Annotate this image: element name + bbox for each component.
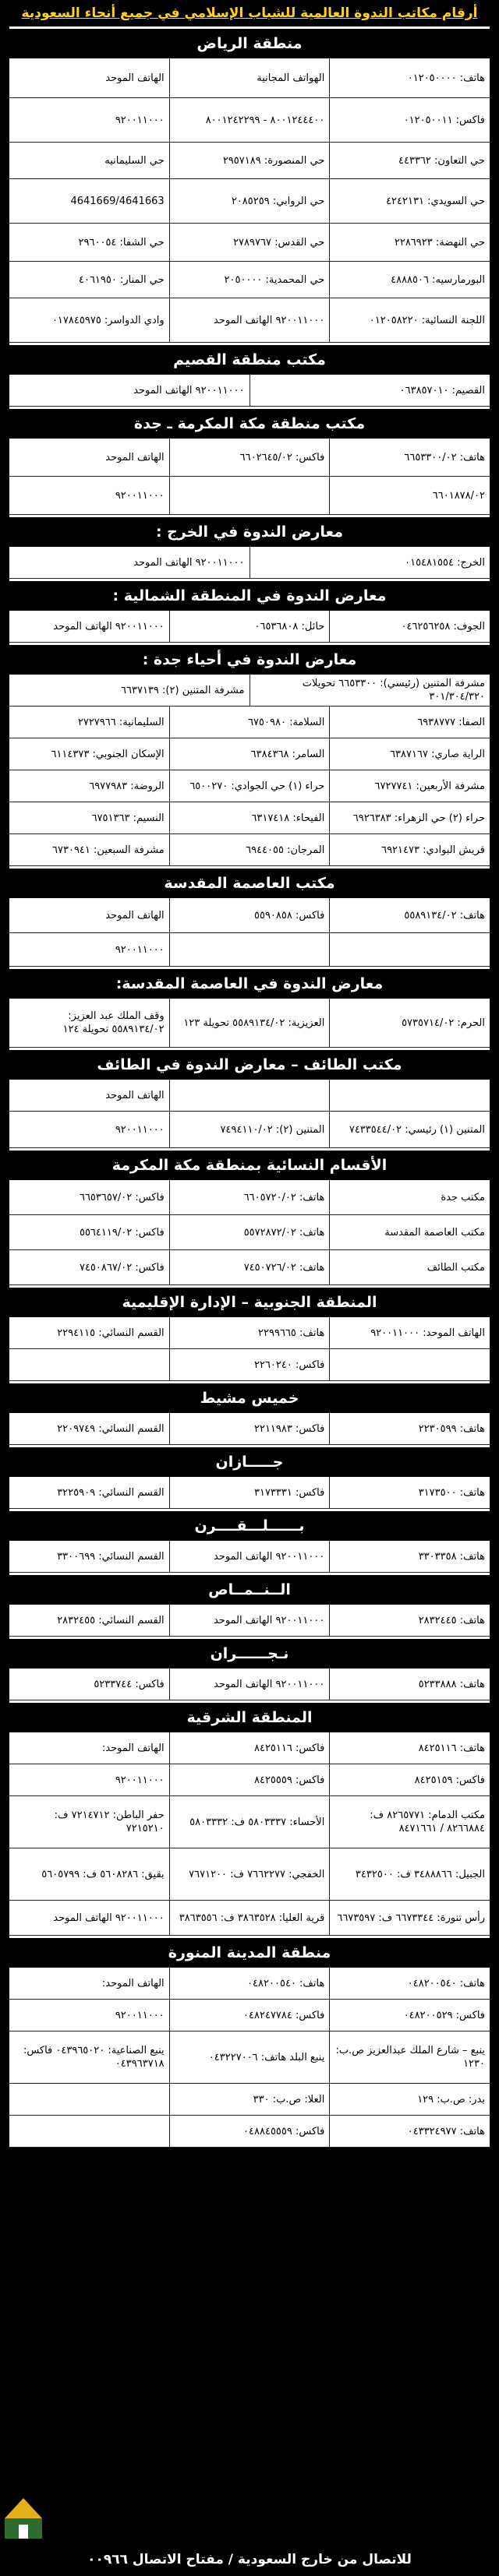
contact-cell: اللجنة النسائية: ٠١٢٠٥٨٢٢٠ xyxy=(329,298,490,342)
contact-cell: ٩٢٠٠١١٠٠٠ الهاتف الموحد xyxy=(9,547,250,578)
table-row xyxy=(9,58,490,98)
table-row xyxy=(9,834,490,866)
contact-cell: القسم النسائي: ٢٨٣٢٤٥٥ xyxy=(9,1605,169,1636)
contact-cell: هاتف: ٥٥٧٢٨٧٢/٠٢ xyxy=(169,1215,330,1249)
contact-cell: حي المنصورة: ٢٩٥٧١٨٩ xyxy=(169,143,330,178)
page-title: أرقام مكاتب الندوة العالمية للشباب الإسلامي في جميع أنحاء السعودية xyxy=(9,0,490,26)
contact-cell: الهاتف الموحد xyxy=(9,898,169,932)
section-title: نـجــــــران xyxy=(9,1637,490,1669)
contact-cell: حي السويدي: ٤٢٤٢١٣١ xyxy=(329,179,490,223)
section-title: مكتب منطقة مكة المكرمة ـ جدة xyxy=(9,407,490,439)
contact-cell: هاتف: ٣١٧٣٥٠٠ xyxy=(329,1477,490,1508)
contact-cell: ينبع البلد هاتف: ٠٤٣٢٢٧٠٠٦ xyxy=(169,2032,330,2083)
table-row xyxy=(9,999,490,1048)
table-row xyxy=(9,1080,490,1112)
contact-cell: هاتف: ٢٢٩٩٦٦٥ xyxy=(169,1317,330,1348)
contact-cell: حفر الباطن: ٧٢١٤٧١٢ ف: ٧٢١٥٢١٠ xyxy=(9,1796,169,1848)
contact-cell: ٨٠٠١٢٤٤٤٠٠ - ٨٠٠١٢٤٢٢٩٩ xyxy=(169,98,330,142)
table-row xyxy=(9,738,490,770)
contact-cell: الهاتف الموحد xyxy=(9,439,169,476)
table-row xyxy=(9,477,490,515)
section-title: مكتب منطقة القصيم xyxy=(9,343,490,375)
directory-sheet xyxy=(9,0,490,2148)
contact-cell: القسم النسائي: ٢٢٩٤١١٥ xyxy=(9,1317,169,1348)
contact-cell: ٩٢٠٠١١٠٠٠ xyxy=(9,477,169,514)
contact-cell: هاتف: ٢٢٣٠٥٩٩ xyxy=(329,1413,490,1444)
contact-cell xyxy=(329,1080,490,1111)
contact-cell xyxy=(169,1080,330,1111)
contact-cell: ٩٢٠٠١١٠٠٠ الهاتف الموحد xyxy=(9,611,169,642)
table-row xyxy=(9,98,490,143)
section-title: الــنــمــاص xyxy=(9,1573,490,1605)
contact-cell: الأحساء: ٥٨٠٣٣٣٧ ف: ٥٨٠٣٣٣٢ xyxy=(169,1796,330,1848)
contact-cell: السلامة: ٦٧٥٠٩٨٠ xyxy=(169,707,330,738)
table-row xyxy=(9,1796,490,1848)
table-row xyxy=(9,1848,490,1901)
contact-cell: الهاتف الموحد: xyxy=(9,1968,169,1999)
table-row xyxy=(9,1215,490,1250)
section-title: الأقسام النسائية بمنطقة مكة المكرمة xyxy=(9,1148,490,1180)
table-row xyxy=(9,2000,490,2032)
contact-cell: هاتف: ٦٦٠٥٧٢٠/٠٢ xyxy=(169,1180,330,1214)
contact-cell: مكتب جدة xyxy=(329,1180,490,1214)
contact-cell: النسيم: ٦٧٥١٣٦٣ xyxy=(9,802,169,833)
table-row xyxy=(9,375,490,407)
table-row xyxy=(9,224,490,262)
contact-cell: فاكس: ٨٤٢٥١٥٩ xyxy=(329,1764,490,1795)
contact-cell: الخفجي: ٧٦٦٢٢٧٧ ف: ٧٦٧١٢٠٠ xyxy=(169,1848,330,1900)
table-row xyxy=(9,1605,490,1637)
contact-cell: هاتف: ٣٣٠٣٣٥٨ xyxy=(329,1541,490,1572)
contact-cell: فاكس: ٠٤٨٢٠٠٥٢٩ xyxy=(329,2000,490,2031)
contact-cell xyxy=(169,477,330,514)
contact-cell: مكتب الطائف xyxy=(329,1250,490,1284)
contact-cell: القسم النسائي: ٢٢٠٩٧٤٩ xyxy=(9,1413,169,1444)
table-row xyxy=(9,1901,490,1936)
contact-cell: القسم النسائي: ٣٢٢٥٩٠٩ xyxy=(9,1477,169,1508)
contact-cell: العزيزية: ٥٥٨٩١٣٤/٠٢ تحويلة ١٢٣ xyxy=(169,999,330,1047)
contact-cell: المتنين (١) رئيسي: ٧٤٣٣٥٤٤/٠٢ xyxy=(329,1112,490,1147)
contact-cell: حي الشفا: ٢٩٦٠٠٥٤ xyxy=(9,224,169,261)
contact-cell: الهواتف المجانية xyxy=(169,58,330,97)
contact-cell: ٩٢٠٠١١٠٠٠ xyxy=(9,933,169,966)
contact-cell: قرية العليا: ٣٨٦٣٥٢٨ ف: ٣٨٦٣٥٥٦ xyxy=(169,1901,330,1935)
contact-cell: فاكس: ٣١٧٣٣٣١ xyxy=(169,1477,330,1508)
contact-cell: فاكس: ٠٤٨٢٤٧٧٨٤ xyxy=(169,2000,330,2031)
contact-cell xyxy=(9,1349,169,1380)
section-title: خميس مشيط xyxy=(9,1381,490,1413)
contact-cell: بقيق: ٥٦٠٨٢٨٦ ف: ٥٦٠٥٧٩٩ xyxy=(9,1848,169,1900)
contact-cell: فاكس: ٢٢١١٩٨٣ xyxy=(169,1413,330,1444)
contact-cell: حي التعاون: ٤٤٣٣٦٢ xyxy=(329,143,490,178)
contact-cell: حي النهضة: ٢٢٨٦٩٢٣ xyxy=(329,224,490,261)
table-row xyxy=(9,1477,490,1509)
contact-cell: هاتف: ٠٤٨٢٠٠٥٤٠ xyxy=(329,1968,490,1999)
contact-cell: حي الروابي: ٢٠٨٥٢٥٩ xyxy=(169,179,330,223)
table-row xyxy=(9,1413,490,1445)
table-row xyxy=(9,1541,490,1573)
contact-cell: فاكس: ٨٤٢٥٥٥٩ xyxy=(169,1764,330,1795)
contact-cell: الخرج: ٠١٥٤٨١٥٥٤ xyxy=(250,547,490,578)
contact-cell: فاكس: ٥٢٣٣٧٤٤ xyxy=(9,1669,169,1700)
contact-cell: مكتب الدمام: ٨٢٦٥٧٧١ ف: ٨٢٦٦٨٨٤ / ٨٤٧١٦٦١ xyxy=(329,1796,490,1848)
section-title: جـــــازان xyxy=(9,1445,490,1477)
contact-cell: حي السليمانيه xyxy=(9,143,169,178)
section-title: معارض الندوة في الخرج : xyxy=(9,515,490,547)
contact-cell: الفيحاء: ٦٣١٧٤١٨ xyxy=(169,802,330,833)
contact-cell: حراء (٢) حي الزهراء: ٦٩٢٦٣٨٣ xyxy=(329,802,490,833)
contact-cell: ٦٦٠١٨٧٨/٠٢ xyxy=(329,477,490,514)
contact-cell: حي المنار: ٤٠٦١٩٥٠ xyxy=(9,262,169,298)
section-title: المنطقة الجنوبية – الإدارة الإقليمية xyxy=(9,1285,490,1317)
contact-cell: حراء (١) حي الجوادي: ٦٥٠٠٢٧٠ xyxy=(169,770,330,802)
contact-cell: فاكس: ٠٤٨٨٤٥٥٥٩ xyxy=(169,2116,330,2147)
contact-cell: حائل: ٠٦٥٣٦٨٠٨ xyxy=(169,611,330,642)
contact-cell: حي المحمدية: ٢٠٥٠٠٠٠ xyxy=(169,262,330,298)
contact-cell: وادي الدواسر: ٠١٧٨٤٥٩٧٥ xyxy=(9,298,169,342)
contact-cell: الروضة: ٦٩٧٧٩٨٣ xyxy=(9,770,169,802)
contact-cell: الحرم: ٥٧٣٥٧١٤/٠٢ xyxy=(329,999,490,1047)
contact-cell: المتنين (٢): ٧٤٩٤١١٠/٠٢ xyxy=(169,1112,330,1147)
contact-cell: فاكس: ٦٦٥٣٦٥٧/٠٢ xyxy=(9,1180,169,1214)
contact-cell: هاتف: ٨٤٢٥١١٦ xyxy=(329,1732,490,1764)
section-title: معارض الندوة في المنطقة الشمالية : xyxy=(9,579,490,611)
table-row xyxy=(9,2032,490,2084)
contact-cell: هاتف: ٢٨٣٢٤٤٥ xyxy=(329,1605,490,1636)
contact-cell: الإسكان الجنوبي: ٦١١٤٣٧٣ xyxy=(9,738,169,770)
table-row xyxy=(9,143,490,179)
contact-cell: ٩٢٠٠١١٠٠٠ الهاتف الموحد xyxy=(169,1541,330,1572)
table-row xyxy=(9,2116,490,2148)
section-title: منطقة الرياض xyxy=(9,26,490,58)
contact-cell: فاكس: ٢٢٦٠٢٤٠ xyxy=(169,1349,330,1380)
table-row xyxy=(9,179,490,224)
table-row xyxy=(9,1317,490,1349)
contact-cell: الهاتف الموحد xyxy=(9,58,169,97)
contact-cell: فاكس: ٦٦٠٢٦٤٥/٠٢ xyxy=(169,439,330,476)
contact-cell: هاتف: ٥٢٣٣٨٨٨ xyxy=(329,1669,490,1700)
table-row xyxy=(9,1732,490,1764)
logo-icon xyxy=(2,2495,45,2542)
contact-cell: ٩٢٠٠١١٠٠٠ الهاتف الموحد xyxy=(169,1605,330,1636)
table-row xyxy=(9,802,490,834)
table-row xyxy=(9,770,490,802)
contact-cell: الراية صاري: ٦٣٨٧١٦٧ xyxy=(329,738,490,770)
contact-cell: هاتف: ٠١٢٠٥٠٠٠٠ xyxy=(329,58,490,97)
contact-cell: قريش البوادي: ٦٩٢١٤٧٣ xyxy=(329,834,490,865)
sections-container xyxy=(9,26,490,2148)
contact-cell: السامر: ٦٣٨٤٣٦٨ xyxy=(169,738,330,770)
contact-cell: مشرفة المتنين (٢): ٦٦٣٧١٣٩ xyxy=(9,675,250,706)
contact-cell: ٩٢٠٠١١٠٠٠ الهاتف الموحد xyxy=(169,298,330,342)
contact-cell: الهاتف الموحد xyxy=(9,1080,169,1111)
contact-cell: رأس تنورة: ٦٦٧٣٣٤٤ ف: ٦٦٧٣٥٩٧ xyxy=(329,1901,490,1935)
contact-cell: السليمانية: ٢٧٢٧٩٦٦ xyxy=(9,707,169,738)
contact-cell: الهاتف الموحد: ٩٢٠٠١١٠٠٠ xyxy=(329,1317,490,1348)
table-row xyxy=(9,1112,490,1148)
contact-cell: فاكس: ٠١٢٠٥٠٠١١ xyxy=(329,98,490,142)
contact-cell: ينبع الصناعية: ٠٤٣٩٦٥٠٢٠ فاكس: ٠٤٣٩٦٣٧١٨ xyxy=(9,2032,169,2083)
contact-cell xyxy=(9,2116,169,2147)
contact-cell: ٩٢٠٠١١٠٠٠ الهاتف الموحد xyxy=(9,1901,169,1935)
section-title: معارض الندوة في أحياء جدة : xyxy=(9,643,490,675)
table-row xyxy=(9,547,490,579)
table-row xyxy=(9,611,490,643)
contact-cell: المرجان: ٦٩٤٤٠٥٥ xyxy=(169,834,330,865)
footer-note: للاتصال من خارج السعودية / مفتاح الاتصال ٠٠٩٦٦ xyxy=(0,2543,499,2576)
contact-cell: ٩٢٠٠١١٠٠٠ الهاتف الموحد xyxy=(9,375,250,406)
contact-cell: القسم النسائي: ٣٣٠٠٦٩٩ xyxy=(9,1541,169,1572)
table-row xyxy=(9,707,490,738)
table-row xyxy=(9,675,490,707)
table-row xyxy=(9,1764,490,1796)
contact-cell: ٩٢٠٠١١٠٠٠ xyxy=(9,98,169,142)
contact-cell: هاتف: ٥٥٨٩١٣٤/٠٢ xyxy=(329,898,490,932)
contact-cell: فاكس: ٧٤٥٠٨٦٧/٠٢ xyxy=(9,1250,169,1284)
contact-cell: هاتف: ٠٤٣٣٢٤٩٧٧ xyxy=(329,2116,490,2147)
contact-cell: مشرفة المتنين (رئيسي): ٦٦٥٣٣٠٠ تحويلات ٣٠١/٣٠٤/٣٢٠ xyxy=(250,675,490,706)
section-title: بــــــلـــقــــرن xyxy=(9,1509,490,1541)
table-row xyxy=(9,298,490,343)
table-row xyxy=(9,1669,490,1700)
contact-cell: ٩٢٠٠١١٠٠٠ xyxy=(9,2000,169,2031)
section-title: معارض الندوة في العاصمة المقدسة: xyxy=(9,967,490,999)
contact-cell: القصيم: ٠٦٣٨٥٧٠١٠ xyxy=(250,375,490,406)
contact-cell: ٩٢٠٠١١٠٠٠ الهاتف الموحد xyxy=(169,1669,330,1700)
contact-cell: 4641669/4641663 xyxy=(9,179,169,223)
contact-cell xyxy=(329,1349,490,1380)
table-row xyxy=(9,262,490,298)
contact-cell: الهاتف الموحد: xyxy=(9,1732,169,1764)
contact-cell: مشرفة الأربعين: ٦٧٢٧٧٤١ xyxy=(329,770,490,802)
contact-cell: حي القدس: ٢٧٨٩٧٦٧ xyxy=(169,224,330,261)
contact-cell: بدر: ص.ب: ١٢٩ xyxy=(329,2084,490,2115)
table-row xyxy=(9,1968,490,2000)
contact-cell xyxy=(9,2084,169,2115)
section-title: منطقة المدينة المنورة xyxy=(9,1936,490,1968)
contact-cell xyxy=(169,933,330,966)
contact-cell: فاكس: ٥٥٦٤١١٩/٠٢ xyxy=(9,1215,169,1249)
contact-cell: الصفا: ٦٩٣٨٧٧٧ xyxy=(329,707,490,738)
contact-cell: هاتف: ٦٦٥٣٣٠٠/٠٢ xyxy=(329,439,490,476)
contact-cell xyxy=(329,933,490,966)
table-row xyxy=(9,1180,490,1215)
section-title: مكتب الطائف – معارض الندوة في الطائف xyxy=(9,1048,490,1080)
contact-cell: هاتف: ٠٤٨٢٠٠٥٤٠ xyxy=(169,1968,330,1999)
table-row xyxy=(9,2084,490,2116)
contact-cell: ينبع – شارع الملك عبدالعزيز ص.ب: ١٢٣٠ xyxy=(329,2032,490,2083)
contact-cell: ٩٢٠٠١١٠٠٠ xyxy=(9,1112,169,1147)
contact-cell: ٩٢٠٠١١٠٠٠ xyxy=(9,1764,169,1795)
contact-cell: مكتب العاصمة المقدسة xyxy=(329,1215,490,1249)
section-title: المنطقة الشرقية xyxy=(9,1700,490,1732)
contact-cell: الجبيل: ٣٤٨٨٨٦٦ ف: ٣٤٣٢٥٠٠ xyxy=(329,1848,490,1900)
contact-cell: وقف الملك عبد العزيز: ٥٥٨٩١٣٤/٠٢ تحويلة ١٢٤ xyxy=(9,999,169,1047)
contact-cell: هاتف: ٧٤٥٠٧٢٦/٠٢ xyxy=(169,1250,330,1284)
contact-cell: العلا: ص.ب: ٣٣٠ xyxy=(169,2084,330,2115)
contact-cell: الجوف: ٠٤٦٢٥٦٢٥٨ xyxy=(329,611,490,642)
table-row xyxy=(9,439,490,477)
table-row xyxy=(9,1250,490,1285)
table-row xyxy=(9,1349,490,1381)
table-row xyxy=(9,933,490,967)
contact-cell: مشرفة السبعين: ٦٧٣٠٩٤١ xyxy=(9,834,169,865)
contact-cell: فاكس: ٥٥٩٠٨٥٨ xyxy=(169,898,330,932)
contact-cell: فاكس: ٨٤٢٥١١٦ xyxy=(169,1732,330,1764)
contact-cell: البورمارسيه: ٤٨٨٨٥٠٦ xyxy=(329,262,490,298)
table-row xyxy=(9,898,490,933)
section-title: مكتب العاصمة المقدسة xyxy=(9,866,490,898)
